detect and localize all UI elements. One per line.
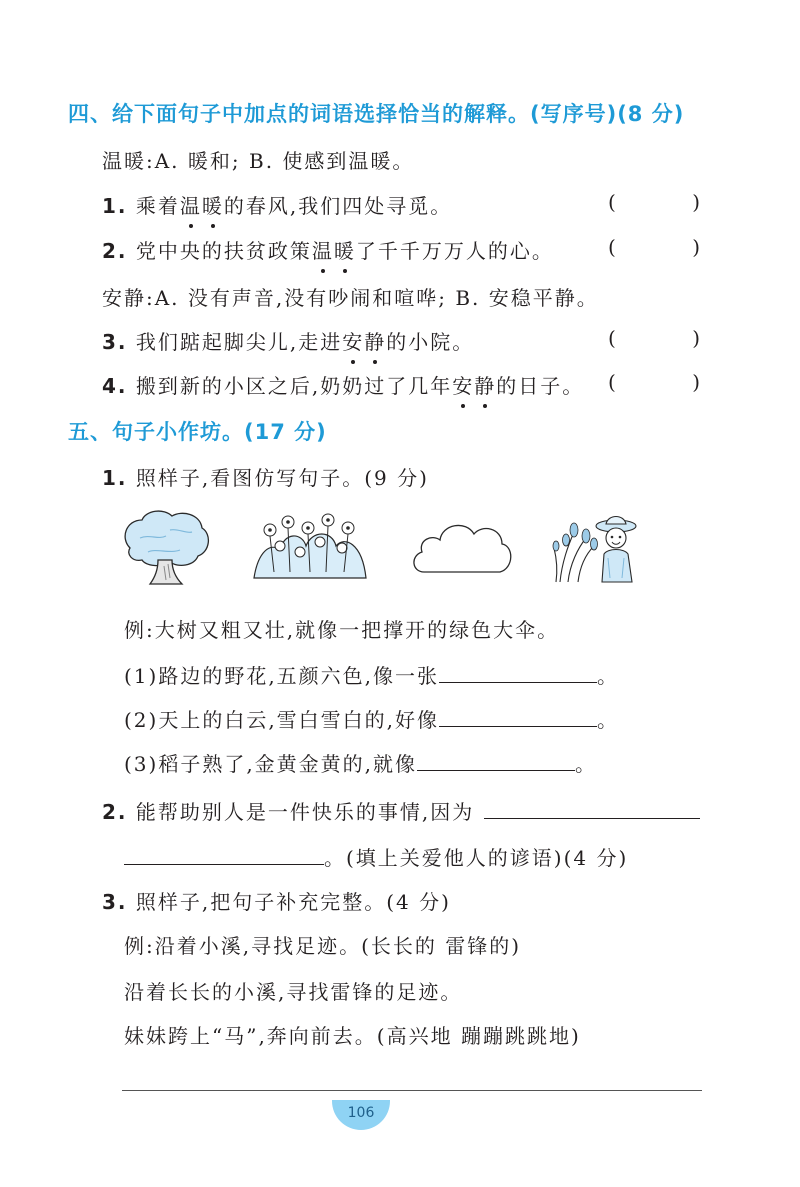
item-number: 1. <box>102 194 128 218</box>
answer-blank[interactable] <box>439 708 597 727</box>
question-5-1-2: (2)天上的白云,雪白雪白的,好像 。 <box>124 708 620 732</box>
farmer-rice-illustration <box>552 512 642 584</box>
question-5-2-continued <box>124 842 628 871</box>
item-text-pre: 乘着 <box>127 194 180 218</box>
dotted-char: 安 <box>342 330 365 354</box>
answer-paren-3[interactable]: ( ) <box>608 326 700 350</box>
item-number: 2. <box>102 800 128 824</box>
question-5-1 <box>102 462 429 491</box>
answer-blank[interactable] <box>484 800 700 819</box>
item-text-post: 的日子。 <box>496 374 585 398</box>
item-number: 2. <box>102 239 128 263</box>
question-5-3 <box>102 886 451 915</box>
answer-blank[interactable] <box>439 664 597 683</box>
question-5-1-3: (3)稻子熟了,金黄金黄的,就像 。 <box>124 752 598 776</box>
answer-blank[interactable] <box>417 752 575 771</box>
dotted-char: 安 <box>452 374 475 398</box>
dotted-char: 暖 <box>333 239 356 263</box>
item-text: 照样子,看图仿写句子。(9 分) <box>127 466 429 490</box>
item-number: 3. <box>102 890 128 914</box>
page-number: 106 <box>347 1105 375 1121</box>
item-number: 3. <box>102 330 128 354</box>
dotted-char: 暖 <box>201 194 224 218</box>
answer-blank[interactable] <box>124 846 324 865</box>
example-5-3: 例:沿着小溪,寻找足迹。(长长的 雷锋的) <box>124 934 522 958</box>
definition-wennuan: 温暖:A. 暖和; B. 使感到温暖。 <box>102 149 415 173</box>
dotted-char: 静 <box>474 374 497 398</box>
example-5-1: 例:大树又粗又壮,就像一把撑开的绿色大伞。 <box>124 618 560 642</box>
item-text-post: 的春风,我们四处寻觅。 <box>223 194 453 218</box>
question-4-4 <box>102 370 584 399</box>
tree-illustration <box>120 508 212 588</box>
item-text: 照样子,把句子补充完整。(4 分) <box>127 890 451 914</box>
item-text-pre: 党中央的扶贫政策 <box>127 239 312 263</box>
answer-paren-1[interactable]: ( ) <box>608 190 700 214</box>
question-4-2 <box>102 235 554 264</box>
item-number: 4. <box>102 374 128 398</box>
answer-paren-2[interactable]: ( ) <box>608 235 700 259</box>
question-5-2 <box>102 796 474 825</box>
item-text: 。(填上关爱他人的谚语)(4 分) <box>324 846 629 870</box>
dotted-char: 温 <box>179 194 202 218</box>
item-text-pre: 我们踮起脚尖儿,走进 <box>127 330 343 354</box>
definition-anjing: 安静:A. 没有声音,没有吵闹和喧哗; B. 安稳平静。 <box>102 286 599 310</box>
answer-paren-4[interactable]: ( ) <box>608 370 700 394</box>
dotted-char: 温 <box>311 239 334 263</box>
wildflowers-illustration <box>250 512 370 582</box>
footer-divider <box>122 1090 702 1091</box>
item-number: 1. <box>102 466 128 490</box>
item-text: 能帮助别人是一件快乐的事情,因为 <box>127 800 475 824</box>
question-4-1 <box>102 190 452 219</box>
section-5-title: 五、句子小作坊。(17 分) <box>68 420 327 444</box>
item-text-post: 的小院。 <box>386 330 475 354</box>
item-text: (1)路边的野花,五颜六色,像一张 <box>124 664 440 688</box>
item-text-pre: 搬到新的小区之后,奶奶过了几年 <box>127 374 453 398</box>
cloud-illustration <box>410 516 516 580</box>
item-text: (3)稻子熟了,金黄金黄的,就像 <box>124 752 418 776</box>
dotted-char: 静 <box>364 330 387 354</box>
question-4-3 <box>102 326 474 355</box>
item-text: (2)天上的白云,雪白雪白的,好像 <box>124 708 440 732</box>
question-5-3-sentence: 妹妹跨上“马”,奔向前去。(高兴地 蹦蹦跳跳地) <box>124 1024 581 1048</box>
item-text-post: 了千千万万人的心。 <box>355 239 554 263</box>
question-5-1-1: (1)路边的野花,五颜六色,像一张 。 <box>124 664 620 688</box>
section-4-title: 四、给下面句子中加点的词语选择恰当的解释。(写序号)(8 分) <box>68 102 685 126</box>
example-5-3-answer: 沿着长长的小溪,寻找雷锋的足迹。 <box>124 980 463 1004</box>
